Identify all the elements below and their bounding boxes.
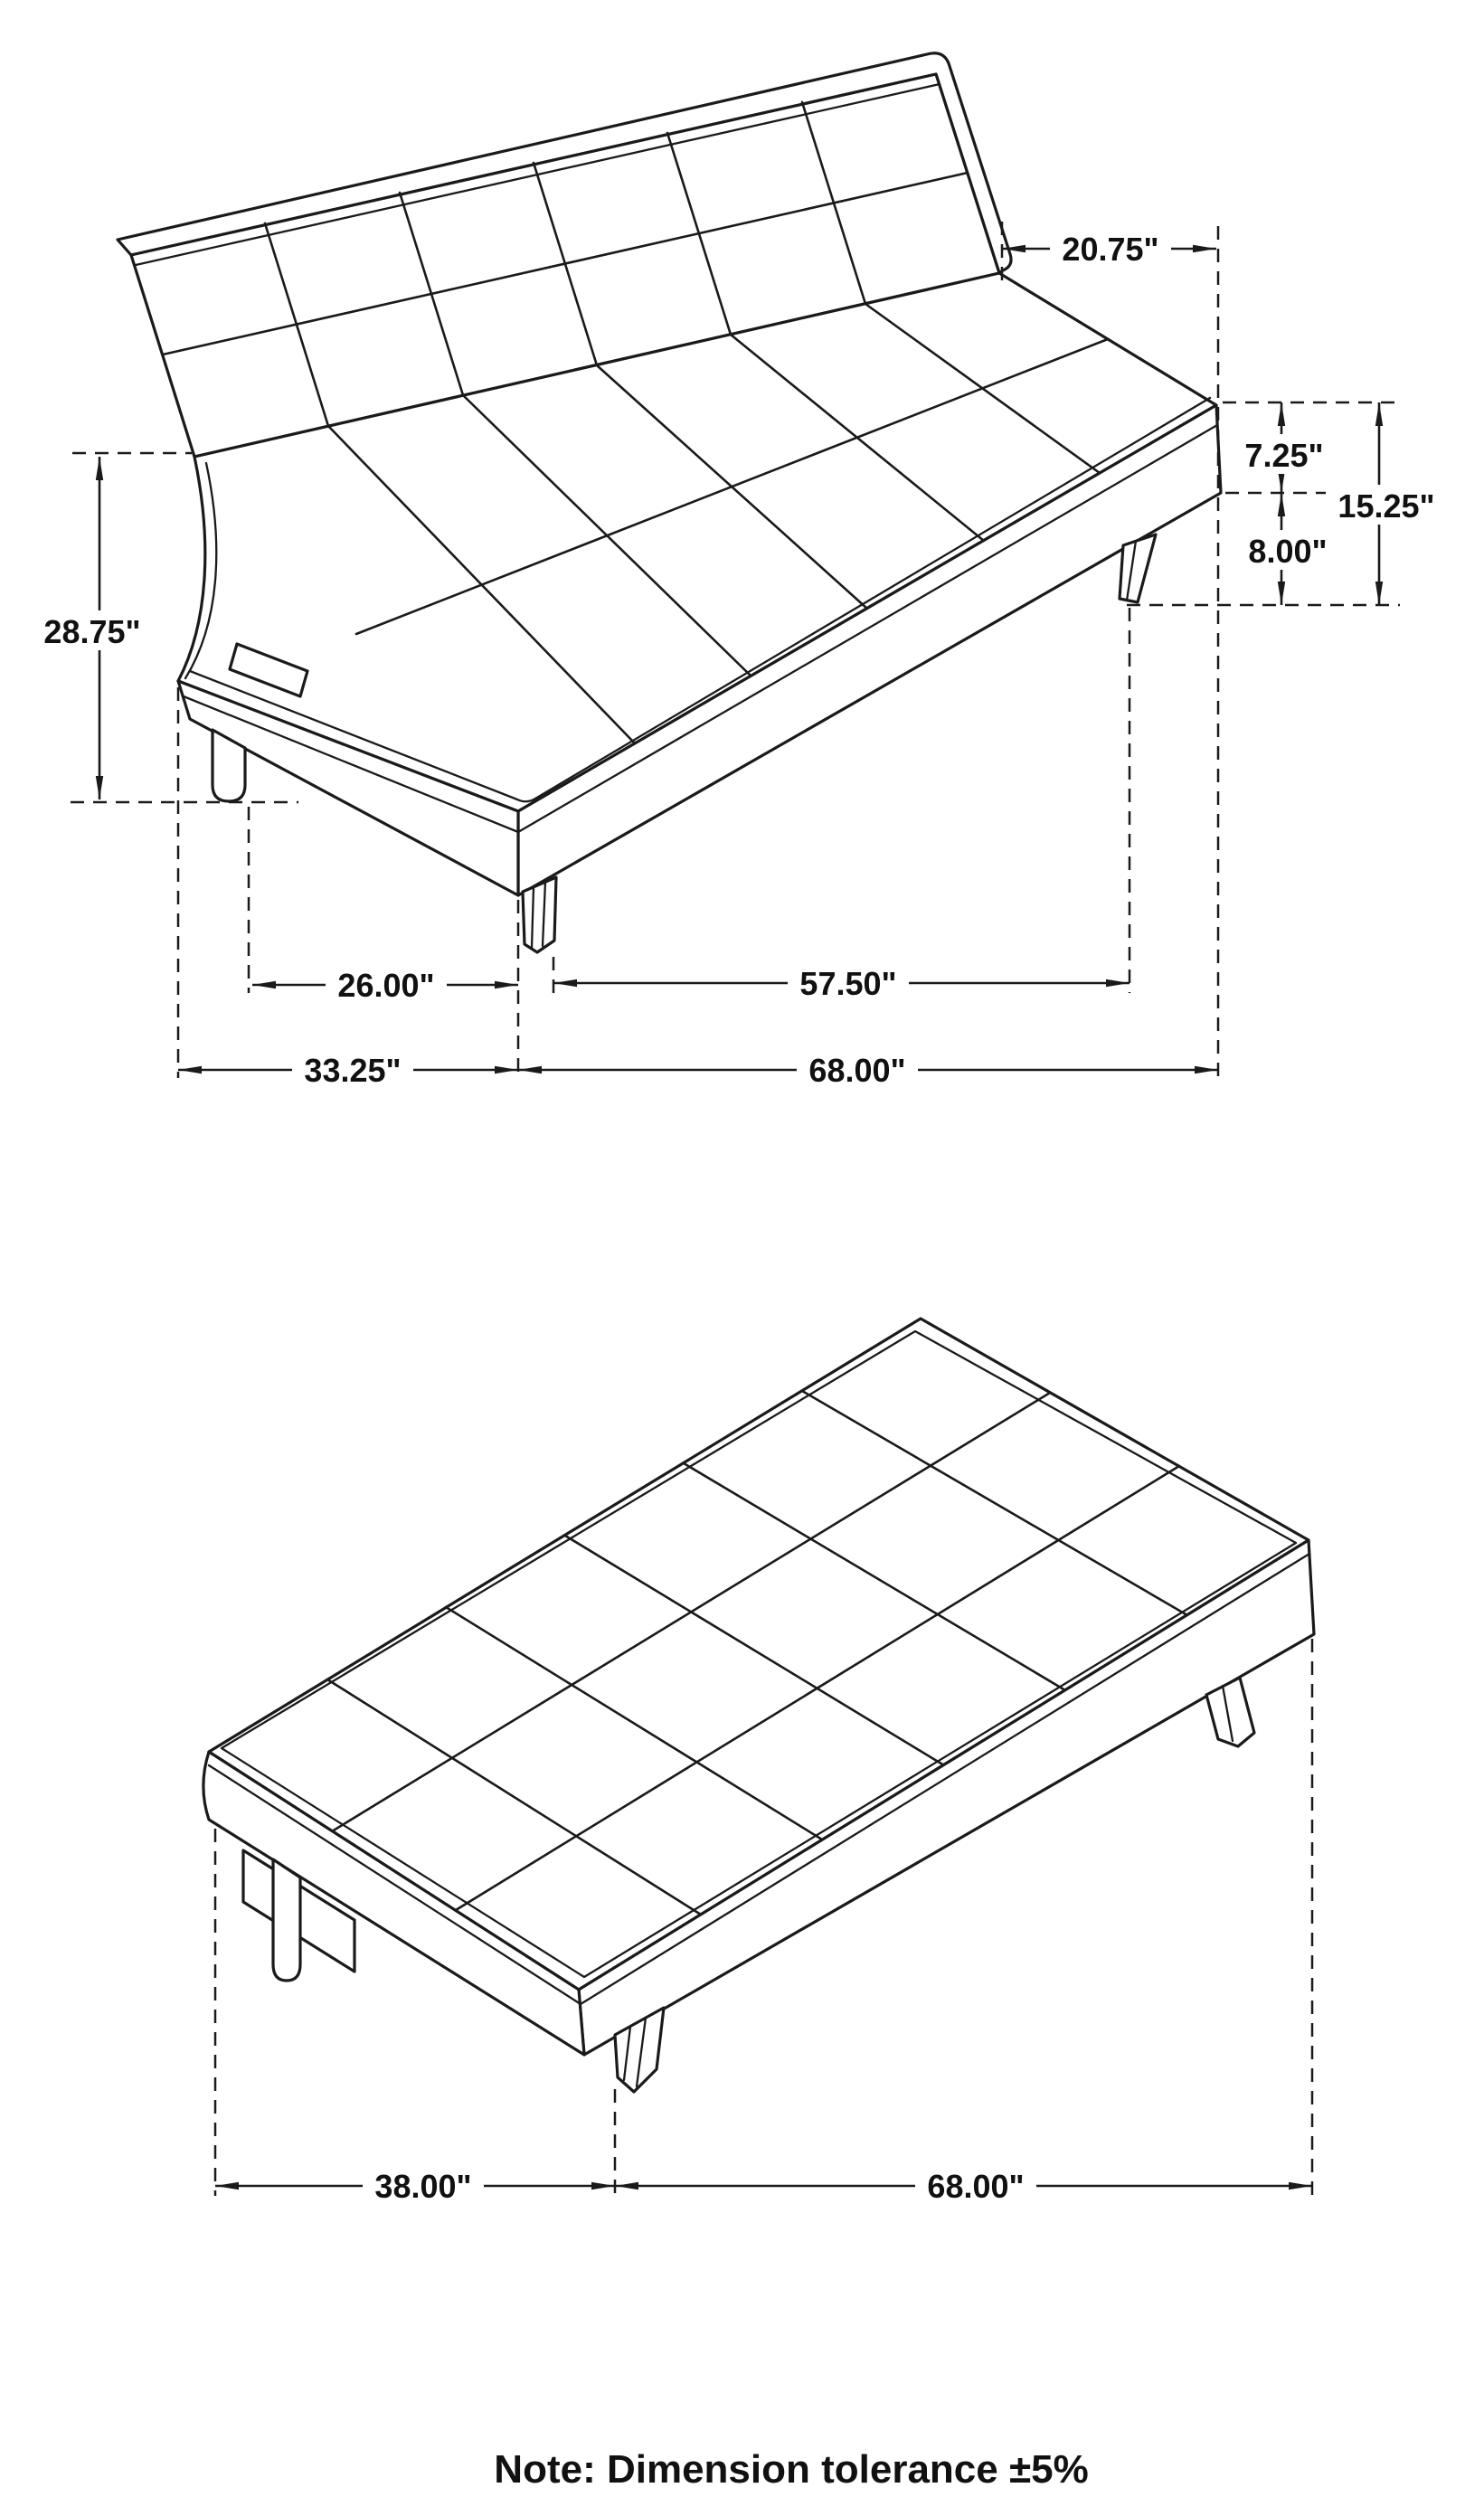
sofa-right-leg: [1120, 534, 1156, 602]
dimension-label-left-section: 33.25": [304, 1052, 402, 1089]
bed-position-view: [203, 1319, 1314, 2205]
dimension-label-leg-span-front: 26.00": [337, 967, 435, 1004]
sofa-right-leg-outline: [1120, 534, 1156, 602]
dimension-label-leg-height: 8.00": [1248, 533, 1328, 570]
dimension-label-bed-length: 68.00": [927, 2168, 1025, 2205]
sofa-position-view: [31, 53, 1449, 1089]
sofa-front-middle-leg: [523, 877, 556, 952]
dimension-label-total-length: 68.00": [808, 1052, 906, 1089]
dimension-label-cushion-thickness: 7.25": [1244, 437, 1324, 474]
sofa-front-middle-leg-outline: [523, 877, 556, 952]
bed-front-left-leg: [273, 1859, 300, 1981]
dimension-label-seat-depth: 20.75": [1062, 231, 1159, 268]
dimension-label-back-height: 28.75": [43, 613, 141, 650]
dimension-label-seat-height: 15.25": [1337, 487, 1435, 525]
tolerance-note: Note: Dimension tolerance ±5%: [494, 2447, 1089, 2492]
dimension-label-leg-span-right: 57.50": [799, 965, 897, 1002]
dimension-label-bed-width: 38.00": [374, 2168, 472, 2205]
